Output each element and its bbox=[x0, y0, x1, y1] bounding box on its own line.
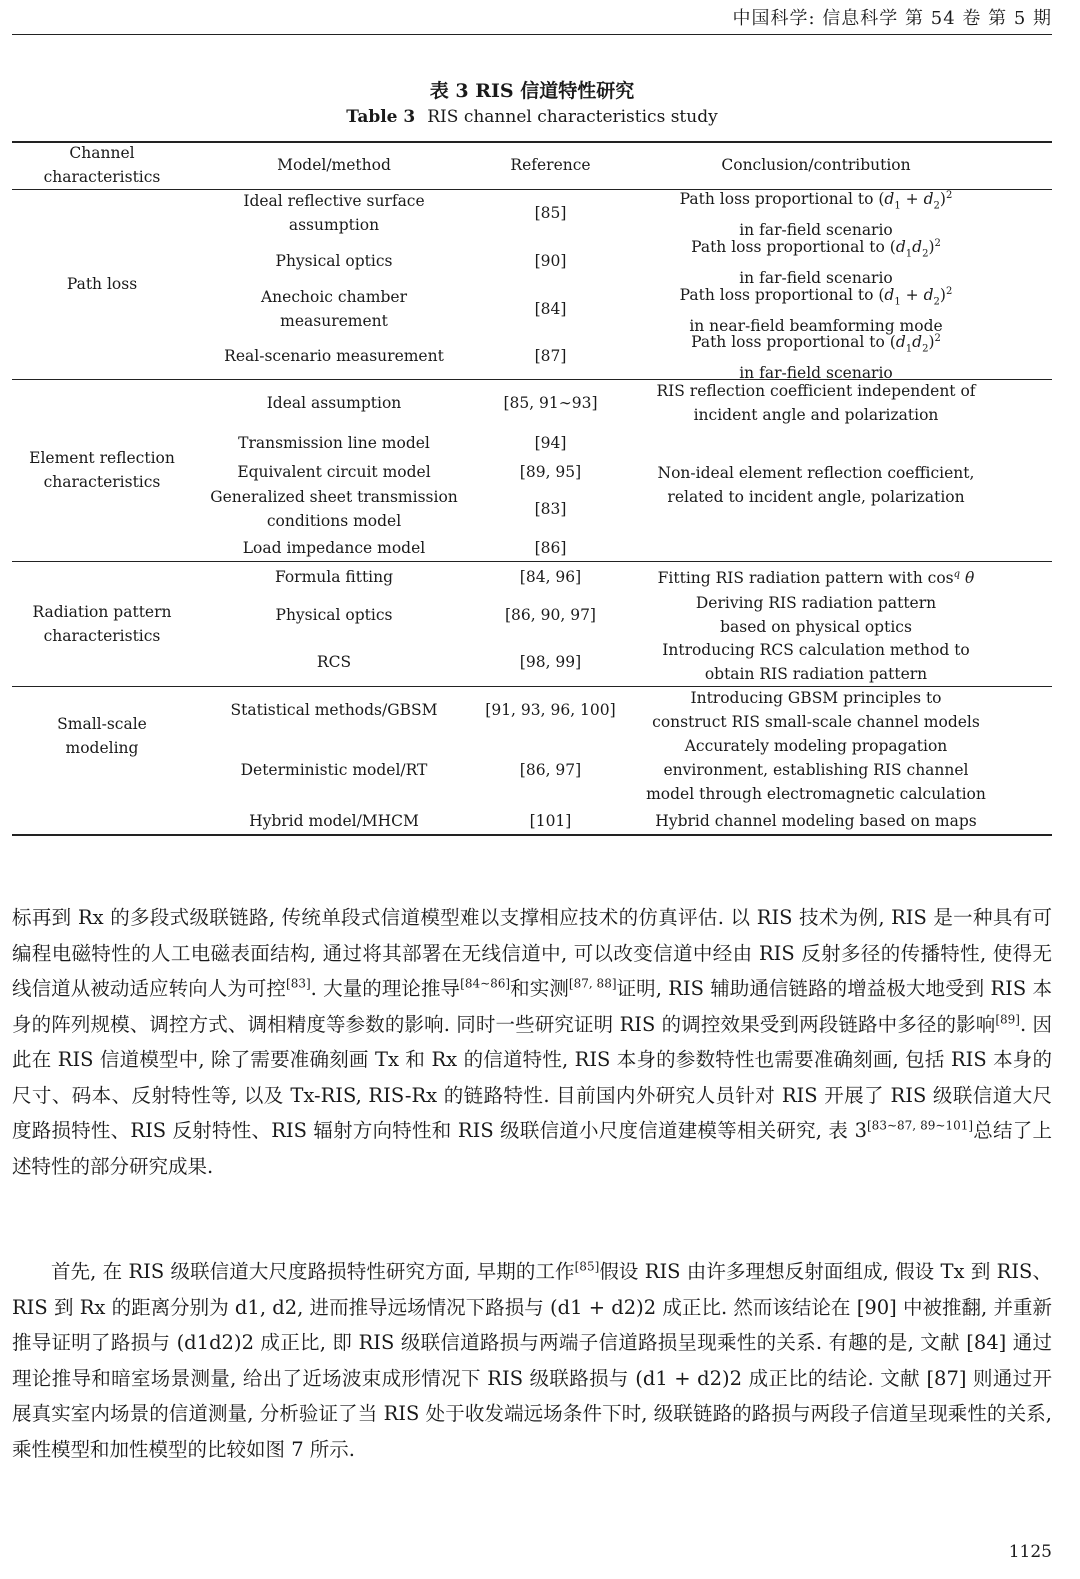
column-header-characteristics: Channel characteristics bbox=[43, 144, 161, 186]
reference-cell: [83] bbox=[534, 500, 567, 518]
model-cell: Hybrid model/MHCM bbox=[249, 811, 419, 830]
citation: [84∼86] bbox=[460, 976, 511, 991]
reference-cell: [87] bbox=[534, 347, 567, 365]
page-number: 1125 bbox=[1008, 1542, 1052, 1562]
group-path-loss: Path loss bbox=[66, 275, 138, 293]
model-cell: Real-scenario measurement bbox=[224, 347, 444, 365]
model-cell: Load impedance model bbox=[242, 538, 426, 557]
model-cell: Ideal assumption bbox=[266, 394, 402, 412]
citation: [85] bbox=[574, 1259, 600, 1274]
reference-cell: [86] bbox=[534, 538, 567, 557]
model-cell: Formula fitting bbox=[274, 568, 394, 586]
reference-cell: [90] bbox=[534, 252, 567, 270]
reference-cell: [86, 97] bbox=[519, 761, 582, 779]
column-header-reference: Reference bbox=[510, 156, 591, 174]
citation: [89] bbox=[995, 1012, 1020, 1026]
model-cell: RCS bbox=[316, 653, 352, 671]
running-head bbox=[12, 2, 1052, 35]
reference-cell: [84, 96] bbox=[519, 568, 582, 586]
model-cell: Ideal reflective surface assumption bbox=[243, 192, 425, 234]
channel-characteristics-table bbox=[12, 141, 1052, 836]
group-small-scale-modeling: Small-scale modeling bbox=[57, 715, 147, 757]
model-cell: Physical optics bbox=[275, 606, 393, 624]
citation: [83∼87, 89∼101] bbox=[867, 1118, 974, 1133]
table-caption-english bbox=[0, 107, 1064, 127]
reference-cell: [91, 93, 96, 100] bbox=[485, 701, 616, 719]
conclusion-cell: Hybrid channel modeling based on maps bbox=[655, 811, 977, 830]
conclusion-cell: Path loss proportional to $(d_1d_2)^2$ in far-field scenario bbox=[691, 237, 941, 288]
model-cell: Generalized sheet transmission conditions model bbox=[210, 488, 458, 530]
conclusion-cell: Deriving RIS radiation pattern based on physical optics bbox=[695, 594, 937, 636]
column-header-model: Model/method bbox=[277, 156, 391, 174]
conclusion-cell: RIS reflection coefficient independent of incident angle and polarization bbox=[656, 382, 976, 424]
journal-running-title: 中国科学: 信息科学 第 54 卷 第 5 期 bbox=[732, 8, 1052, 29]
model-cell: Statistical methods/GBSM bbox=[230, 701, 438, 719]
table-bottom-rule bbox=[12, 834, 1052, 836]
model-cell: Physical optics bbox=[275, 252, 393, 270]
conclusion-cell: Path loss proportional to $(d_1 + d_2)^2$ in near-field beamforming mode bbox=[679, 285, 953, 336]
reference-cell: [84] bbox=[534, 300, 567, 318]
table-caption-label: Table 3 bbox=[346, 107, 416, 127]
conclusion-cell: Fitting RIS radiation pattern with $\cos^q \theta$ bbox=[657, 569, 975, 588]
conclusion-cell-shared: Non-ideal element reflection coefficient, related to incident angle, polarization bbox=[657, 464, 975, 506]
group-element-reflection: Element reflection characteristics bbox=[29, 449, 175, 491]
table-caption-title: RIS channel characteristics study bbox=[427, 107, 718, 127]
conclusion-cell: Path loss proportional to $(d_1d_2)^2$ in far-field scenario bbox=[691, 332, 941, 383]
reference-cell: [86, 90, 97] bbox=[505, 606, 596, 624]
reference-cell: [85, 91∼93] bbox=[503, 394, 598, 412]
body-paragraph-2: 首先, 在 RIS 级联信道大尺度路损特性研究方面, 早期的工作[85]假设 RIS 由许多理想反射面组成, 假设 Tx 到 RIS、RIS 到 Rx 的距离分别为 d1, d2, 进而推导远场情况下路损与 (d1 + d2)2 成正比. 然而该结论在 [90] 中被推翻, 并重新推导证明了路损与 (d1d2)2 成正比, 即 RIS 级联信道路损与两端子信道路损呈现乘性的关系. 有趣的是, 文献 [84] 通过理论推导和暗室场景测量, 给出了近场波束成形情况下 RIS 级联路损与 (d1 + d2)2 成正比的结论. 文献 [87] 则通过开展真实室内场景的信道测量, 分析验证了当 RIS 处于收发端远场条件下时, 级联链路的路损与两段子信道呈现乘性的关系, 乘性模型和加性模型的比较如图 7 所示. bbox=[12, 1259, 1053, 1461]
conclusion-cell: Introducing RCS calculation method to obtain RIS radiation pattern bbox=[662, 641, 970, 683]
column-header-conclusion: Conclusion/contribution bbox=[721, 156, 911, 174]
citation: [87, 88] bbox=[568, 976, 617, 991]
model-cell: Anechoic chamber measurement bbox=[260, 288, 408, 330]
model-cell: Deterministic model/RT bbox=[240, 761, 428, 779]
reference-cell: [94] bbox=[534, 434, 567, 452]
reference-cell: [98, 99] bbox=[519, 653, 582, 671]
reference-cell: [101] bbox=[529, 811, 572, 830]
group-radiation-pattern: Radiation pattern characteristics bbox=[32, 602, 172, 645]
table-caption-chinese: 表 3 RIS 信道特性研究 bbox=[429, 80, 635, 102]
body-paragraph-1: 标再到 Rx 的多段式级联链路, 传统单段式信道模型难以支撑相应技术的仿真评估. 以 RIS 技术为例, RIS 是一种具有可编程电磁特性的人工电磁表面结构, 通过将其部署在无线信道中, 可以改变信道中经由 RIS 反射多径的传播特性, 使得无线信道从被动适应转向人为可控[83]. 大量的理论推导[84∼86]和实测[87, 88]证明, RIS 辅助通信链路的增益极大地受到 RIS 本身的阵列规模、调控方式、调相精度等参数的影响. 同时一些研究证明 RIS 的调控效果受到两段链路中多径的影响[89]. 因此在 RIS 信道模型中, 除了需要准确刻画 Tx 和 Rx 的信道特性, RIS 本身的参数特性也需要准确刻画, 包括 RIS 本身的尺寸、码本、反射特性等, 以及 Tx-RIS, RIS-Rx 的链路特性. 目前国内外研究人员针对 RIS 开展了 RIS 级联信道大尺度路损特性、RIS 反射特性、RIS 辐射方向特性和 RIS 级联信道小尺度信道建模等相关研究, 表 3[83∼87, 89∼101]总结了上述特性的部分研究成果. bbox=[12, 906, 1052, 1178]
conclusion-cell: Introducing GBSM principles to construct RIS small-scale channel models bbox=[652, 689, 980, 731]
reference-cell: [89, 95] bbox=[519, 463, 582, 481]
citation: [83] bbox=[286, 976, 311, 991]
reference-cell: [85] bbox=[534, 204, 567, 222]
model-cell: Equivalent circuit model bbox=[237, 463, 431, 481]
conclusion-cell: Path loss proportional to $(d_1 + d_2)^2$ in far-field scenario bbox=[679, 189, 953, 240]
model-cell: Transmission line model bbox=[238, 434, 430, 452]
conclusion-cell: Accurately modeling propagation environment, establishing RIS channel model through electromagnetic calculation bbox=[646, 737, 986, 803]
